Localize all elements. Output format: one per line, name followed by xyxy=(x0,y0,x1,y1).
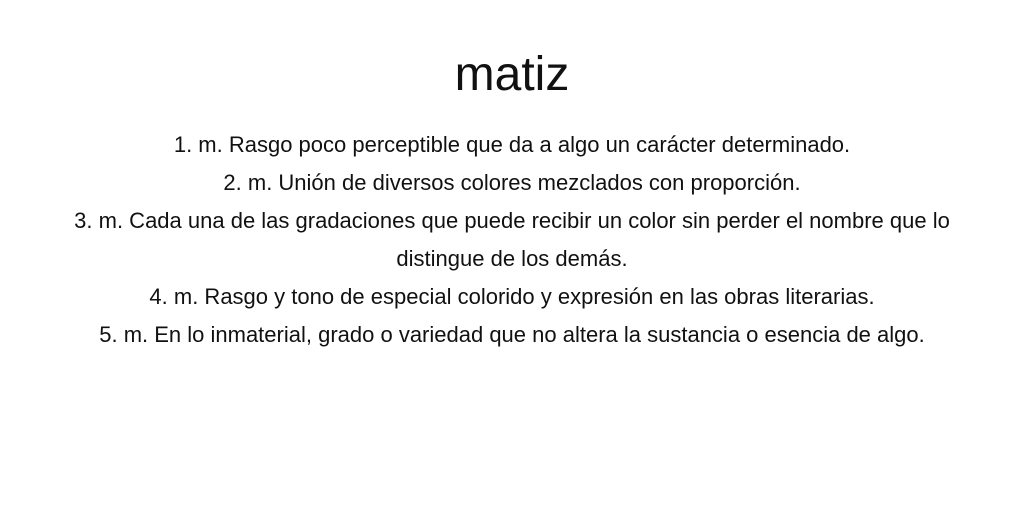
definition-4: 4. m. Rasgo y tono de especial colorido y expresión en las obras literarias. xyxy=(149,284,875,309)
definition-1: 1. m. Rasgo poco perceptible que da a algo un carácter determinado. xyxy=(173,132,851,157)
definition-5: 5. m. En lo inmaterial, grado o variedad que no altera la sustancia o esencia de algo. xyxy=(99,322,925,347)
definition-3: 3. m. Cada una de las gradaciones que puede recibir un color sin perder el nombre que lo distingue de los demás. xyxy=(74,208,950,271)
definitions-list xyxy=(50,126,974,354)
headword: matiz xyxy=(454,48,570,101)
definition-2: 2. m. Unión de diversos colores mezclados con proporción. xyxy=(223,170,801,195)
